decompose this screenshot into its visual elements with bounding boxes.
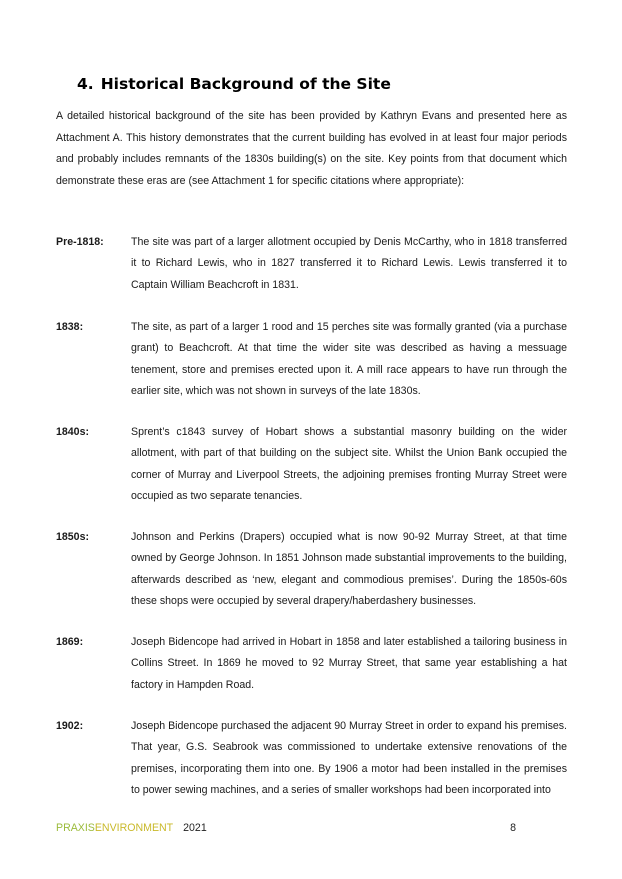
section-number: 4. <box>77 75 94 93</box>
timeline-entry-1840s <box>56 422 567 507</box>
entry-text: Johnson and Perkins (Drapers) occupied what is now 90-92 Murray Street, at that time owned by George Johnson. In 1851 Johnson made substantial improvements to the building, afterwards described as ‘new, elegant and commodious premises’. During the 1850s-60s these shops were occupied by several drapery/haberdashery businesses. <box>131 531 567 607</box>
entry-text: The site, as part of a larger 1 rood and 15 perches site was formally granted (via a purchase grant) to Beachcroft. At that time the wider site was described as having a messuage tenement, store and premises erected upon it. A mill race appears to have run through the earlier site, which was not shown in surveys of the late 1830s. <box>131 321 567 397</box>
footer-year: 2021 <box>183 822 207 834</box>
entry-label: 1869: <box>56 636 84 648</box>
brand-name <box>56 822 173 834</box>
brand-name-praxis: PRAXIS <box>56 822 95 834</box>
timeline-entry-1902 <box>56 716 567 801</box>
entry-label: 1902: <box>56 720 84 732</box>
entry-label: 1838: <box>56 321 84 333</box>
section-title: Historical Background of the Site <box>100 75 391 93</box>
page-footer <box>56 821 516 835</box>
entry-label: 1850s: <box>56 531 89 543</box>
timeline-entry-1850s <box>56 527 567 612</box>
timeline-entry-1838 <box>56 317 567 402</box>
timeline-entry-pre-1818 <box>56 232 567 296</box>
entry-text: Sprent’s c1843 survey of Hobart shows a substantial masonry building on the wider allotment, with part of that building on the subject site. Whilst the Union Bank occupied the corner of Murray and Liverpool Streets, the adjoining premises fronting Murray Street were occupied as two separate tenancies. <box>131 426 567 502</box>
entry-label: Pre-1818: <box>56 236 104 248</box>
section-heading <box>77 75 391 93</box>
entry-text: The site was part of a larger allotment occupied by Denis McCarthy, who in 1818 transferred it to Richard Lewis, who in 1827 transferred it to Richard Lewis. Lewis transferred it to Captain William Beachcroft in 1831. <box>131 236 567 291</box>
entry-text: Joseph Bidencope had arrived in Hobart in 1858 and later established a tailoring business in Collins Street. In 1869 he moved to 92 Murray Street, that same year establishing a hat factory in Hampden Road. <box>131 636 567 691</box>
entry-text: Joseph Bidencope purchased the adjacent 90 Murray Street in order to expand his premises. That year, G.S. Seabrook was commissioned to undertake extensive renovations of the premises, incorporating them into one. By 1906 a motor had been installed in the premises to power sewing machines, and a series of smaller workshops had been incorporated into <box>131 720 567 796</box>
intro-paragraph: A detailed historical background of the site has been provided by Kathryn Evans and presented here as Attachment A. This history demonstrates that the current building has evolved in at least four major periods and probably includes remnants of the 1830s building(s) on the site. Key points from that document which demonstrate these eras are (see Attachment 1 for specific citations where appropriate): <box>56 110 567 187</box>
brand-name-environment: ENVIRONMENT <box>94 822 174 834</box>
timeline-entry-1869 <box>56 632 567 696</box>
entry-label: 1840s: <box>56 426 89 438</box>
page-number: 8 <box>510 822 516 834</box>
